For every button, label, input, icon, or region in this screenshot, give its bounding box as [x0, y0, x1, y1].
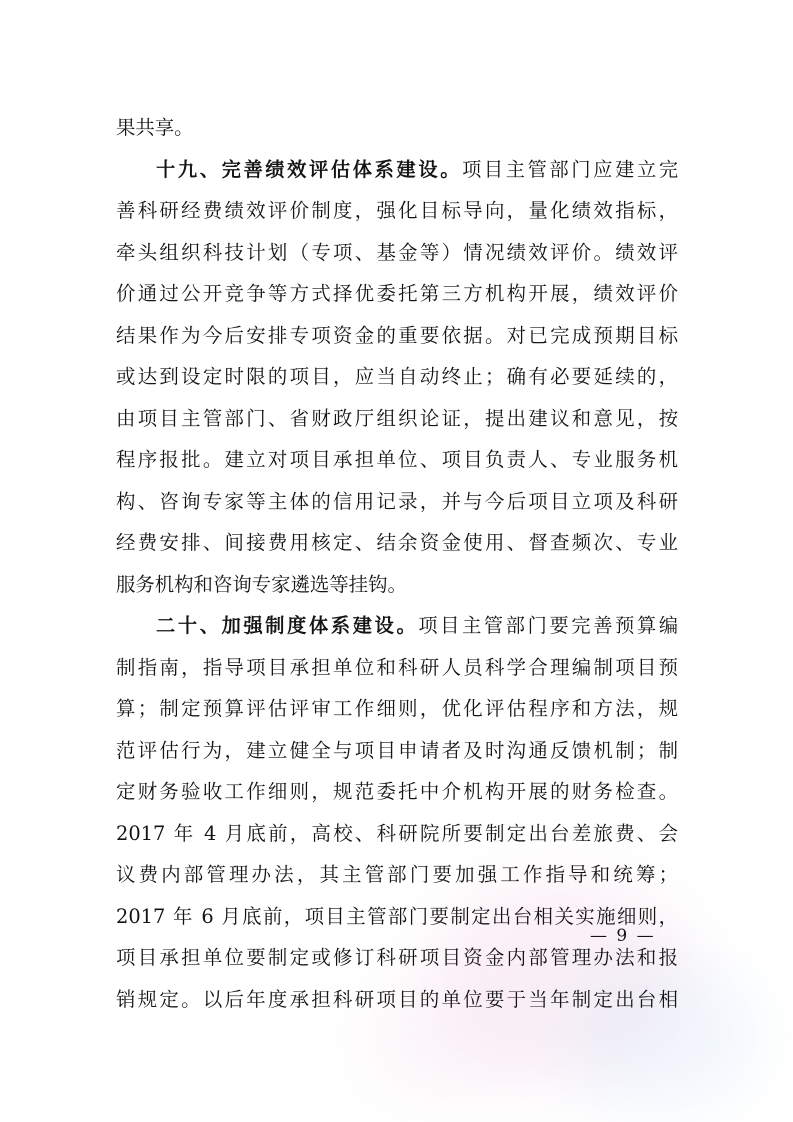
text-line: 由项目主管部门、省财政厅组织论证，提出建议和意见，按	[116, 406, 678, 430]
text-line: 服务机构和咨询专家遴选等挂钩。	[116, 572, 407, 596]
text-line: 或达到设定时限的项目，应当自动终止；确有必要延续的，	[116, 365, 678, 388]
text-line: 销规定。以后年度承担科研项目的单位要于当年制定出台相	[116, 987, 678, 1011]
section-20-heading-line: 二十、加强制度体系建设。项目主管部门要完善预算编	[156, 614, 679, 637]
text-line: 制指南，指导项目承担单位和科研人员科学合理编制项目预	[116, 655, 678, 679]
body-text	[116, 107, 678, 1020]
text-line: 2017 年 6 月底前，项目主管部门要制定出台相关实施细则，	[116, 904, 678, 928]
section-heading: 二十、加强制度体系建设。	[156, 614, 419, 637]
page-number: — 9 —	[590, 926, 656, 946]
text-line: 定财务验收工作细则，规范委托中介机构开展的财务检查。	[116, 780, 678, 803]
text-line: 议费内部管理办法，其主管部门要加强工作指导和统筹；	[116, 863, 678, 886]
text-line: 果共享。	[116, 116, 194, 139]
text-line: 结果作为今后安排专项资金的重要依据。对已完成预期目标	[116, 323, 678, 347]
text-line: 构、咨询专家等主体的信用记录，并与今后项目立项及科研	[116, 489, 678, 513]
text-line: 范评估行为，建立健全与项目申请者及时沟通反馈机制；制	[116, 738, 678, 762]
text-line: 善科研经费绩效评价制度，强化目标导向，量化绩效指标，	[116, 199, 678, 222]
text-line: 算；制定预算评估评审工作细则，优化评估程序和方法，规	[116, 697, 678, 720]
section-19-heading-line: 十九、完善绩效评估体系建设。项目主管部门应建立完	[156, 157, 679, 181]
section-heading: 十九、完善绩效评估体系建设。	[156, 157, 463, 181]
text-line: 2017 年 4 月底前，高校、科研院所要制定出台差旅费、会	[116, 821, 678, 845]
text-line: 项目承担单位要制定或修订科研项目资金内部管理办法和报	[116, 946, 678, 969]
text-line: 牵头组织科技计划（专项、基金等）情况绩效评价。绩效评	[116, 240, 678, 264]
text-line: 价通过公开竞争等方式择优委托第三方机构开展，绩效评价	[116, 282, 678, 305]
text-line: 程序报批。建立对项目承担单位、项目负责人、专业服务机	[116, 448, 678, 471]
text-line: 经费安排、间接费用核定、结余资金使用、督查频次、专业	[116, 531, 678, 554]
